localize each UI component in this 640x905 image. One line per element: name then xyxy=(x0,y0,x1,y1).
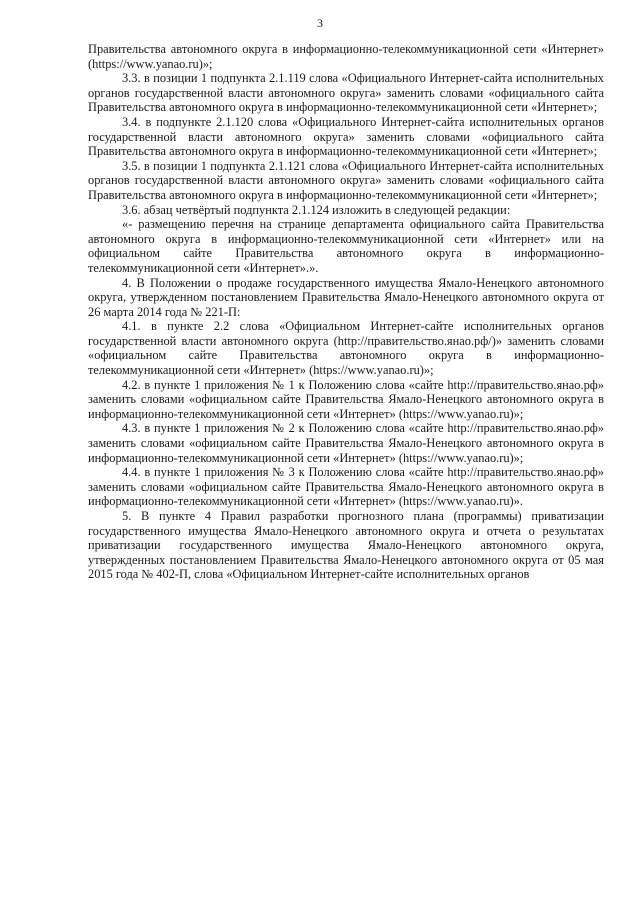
page-number: 3 xyxy=(317,16,323,30)
paragraph-4-2: 4.2. в пункте 1 приложения № 1 к Положению слова «сайте http://правительство.янао.рф» заменить словами «официальном сайте Правительства Ямало-Ненецкого автономного округа в информационно-телекоммуникационной сети «Интернет» (https://www.yanao.ru)»; xyxy=(88,377,604,421)
paragraph-3-6: 3.6. абзац четвёртый подпункта 2.1.124 изложить в следующей редакции: xyxy=(122,202,511,217)
paragraph-3-4: 3.4. в подпункте 2.1.120 слова «Официального Интернет-сайта исполнительных органов государственной власти автономного округа» заменить словами «официального сайта Правительства автономного округа в информационно-телекоммуникационной сети «Интернет»; xyxy=(88,114,604,159)
paragraph-3-6-new-text: «- размещению перечня на странице департамента официального сайта Правительства автономного округа в информационно-телекоммуникационной сети «Интернет» или на официальном сайте Правительства автономного округа в информационно-телекоммуникационной сети «Интернет».». xyxy=(88,217,604,275)
paragraph-4-3: 4.3. в пункте 1 приложения № 2 к Положению слова «сайте http://правительство.янао.рф» заменить словами «официальном сайте Правительства Ямало-Ненецкого автономного округа в информационно-телекоммуникационной сети «Интернет» (https://www.yanao.ru)»; xyxy=(88,421,604,465)
paragraph-4-4: 4.4. в пункте 1 приложения № 3 к Положению слова «сайте http://правительство.янао.рф» заменить словами «официальном сайте Правительства Ямало-Ненецкого автономного округа в информационно-телекоммуникационной сети «Интернет» (https://www.yanao.ru)». xyxy=(88,465,604,509)
paragraph-3-5: 3.5. в позиции 1 подпункта 2.1.121 слова «Официального Интернет-сайта исполнительных органов государственной власти автономного округа» заменить словами «официального сайта Правительства автономного округа в информационно-телекоммуникационной сети «Интернет»; xyxy=(88,158,604,202)
document-body xyxy=(88,42,604,582)
paragraph-4: 4. В Положении о продаже государственного имущества Ямало-Ненецкого автономного округа, утвержденном постановлением Правительства Ямало-Ненецкого автономного округа от 26 марта 2014 года № 221-П: xyxy=(88,275,604,319)
paragraph-4-1: 4.1. в пункте 2.2 слова «Официальном Интернет-сайте исполнительных органов государственной власти автономного округа (http://правительство.янао.рф/)» заменить словами «официальном сайте Правительства автономного округа в информационно-телекоммуникационной сети «Интернет» (https://www.yanao.ru)»; xyxy=(88,319,604,378)
paragraph-5: 5. В пункте 4 Правил разработки прогнозного плана (программы) приватизации государственного имущества Ямало-Ненецкого автономного округа и отчета о результатах приватизации государственного имущества Ямало-Ненецкого автономного округа, утвержденных постановлением Правительства Ямало-Ненецкого автономного округа от 05 мая 2015 года № 402-П, слова «Официальном Интернет-сайте исполнительных органов xyxy=(88,509,604,582)
paragraph-continuation: Правительства автономного округа в информационно-телекоммуникационной сети «Интернет» (https://www.yanao.ru)»; xyxy=(88,42,604,71)
paragraph-3-3: 3.3. в позиции 1 подпункта 2.1.119 слова «Официального Интернет-сайта исполнительных органов государственной власти автономного округа» заменить словами «официального сайта Правительства автономного округа в информационно-телекоммуникационной сети «Интернет»; xyxy=(88,71,604,115)
